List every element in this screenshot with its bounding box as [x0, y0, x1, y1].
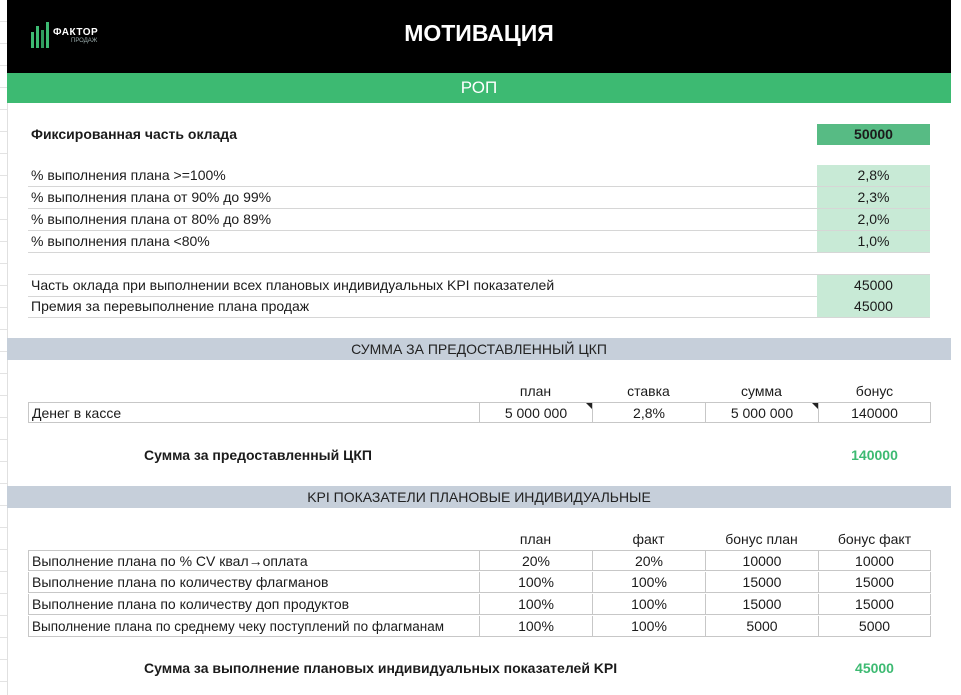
fixed-salary-value[interactable]: 50000 [817, 124, 930, 145]
fixed-salary-row [28, 124, 930, 145]
extra-value[interactable]: 45000 [817, 296, 930, 317]
kpi-total-value: 45000 [855, 660, 894, 676]
rate-row [28, 231, 930, 253]
page-title: МОТИВАЦИЯ [404, 20, 554, 46]
logo-text: ФАКТОР [53, 27, 99, 38]
ckp-cell-bonus[interactable]: 140000 [819, 402, 931, 423]
kpi-col-bonus-fact: бонус факт [837, 531, 912, 547]
rate-row [28, 187, 930, 209]
kpi-cell-bonus-fact[interactable]: 10000 [819, 550, 931, 571]
extra-row [28, 296, 930, 318]
rate-label: % выполнения плана <80% [31, 233, 210, 249]
rate-value[interactable]: 2,0% [817, 209, 930, 230]
kpi-row-label: Выполнение плана по % CV квал→оплата [29, 550, 480, 571]
kpi-row [28, 550, 931, 571]
rate-label: % выполнения плана от 90% до 99% [31, 189, 272, 205]
kpi-cell-fact[interactable]: 100% [593, 616, 706, 637]
kpi-cell-bonus-fact[interactable]: 15000 [819, 572, 931, 593]
rate-row [28, 165, 930, 187]
kpi-col-plan: план [519, 531, 552, 547]
rate-value[interactable]: 2,8% [817, 165, 930, 186]
kpi-cell-fact[interactable]: 100% [593, 594, 706, 615]
kpi-col-fact: факт [632, 531, 665, 547]
extra-label: Премия за перевыполнение плана продаж [31, 298, 310, 314]
ckp-cell-sum[interactable]: 5 000 000 [706, 402, 819, 423]
kpi-section-header: KPI ПОКАЗАТЕЛИ ПЛАНОВЫЕ ИНДИВИДУАЛЬНЫЕ [7, 486, 951, 508]
kpi-cell-bonus-plan[interactable]: 15000 [706, 594, 819, 615]
kpi-cell-plan[interactable]: 100% [480, 616, 593, 637]
kpi-cell-bonus-fact[interactable]: 15000 [819, 594, 931, 615]
role-banner: РОП [7, 73, 951, 103]
ckp-section-header: СУММА ЗА ПРЕДОСТАВЛЕННЫЙ ЦКП [7, 338, 951, 360]
kpi-col-bonus-plan: бонус план [725, 531, 798, 547]
ckp-col-rate: ставка [627, 383, 670, 399]
kpi-row [28, 572, 931, 593]
ckp-total-label: Сумма за предоставленный ЦКП [144, 447, 372, 463]
ckp-cell-plan[interactable]: 5 000 000 [480, 402, 593, 423]
kpi-cell-bonus-plan[interactable]: 5000 [706, 616, 819, 637]
kpi-cell-bonus-fact[interactable]: 5000 [819, 616, 931, 637]
kpi-cell-fact[interactable]: 20% [593, 550, 706, 571]
kpi-cell-plan[interactable]: 20% [480, 550, 593, 571]
extra-value[interactable]: 45000 [817, 275, 930, 296]
extra-label: Часть оклада при выполнении всех плановых индивидуальных KPI показателей [31, 277, 555, 293]
ckp-col-bonus: бонус [855, 383, 894, 399]
kpi-cell-bonus-plan[interactable]: 10000 [706, 550, 819, 571]
ckp-row-label: Денег в кассе [29, 402, 480, 423]
fixed-salary-label: Фиксированная часть оклада [31, 126, 237, 142]
kpi-cell-plan[interactable]: 100% [480, 572, 593, 593]
kpi-cell-plan[interactable]: 100% [480, 594, 593, 615]
rate-value[interactable]: 1,0% [817, 231, 930, 252]
ckp-total-value: 140000 [851, 447, 898, 463]
ckp-row-cash [28, 402, 931, 423]
logo-subtext: ПРОДАЖ [71, 38, 98, 44]
kpi-row-label: Выполнение плана по количеству доп продуктов [29, 594, 480, 615]
ckp-cell-rate[interactable]: 2,8% [593, 402, 706, 423]
kpi-row-label: Выполнение плана по среднему чеку поступлений по флагманам [29, 616, 480, 637]
kpi-cell-fact[interactable]: 100% [593, 572, 706, 593]
kpi-row [28, 616, 931, 637]
rate-value[interactable]: 2,3% [817, 187, 930, 208]
rate-row [28, 209, 930, 231]
kpi-row [28, 594, 931, 615]
rate-label: % выполнения плана >=100% [31, 167, 226, 183]
header-banner [7, 0, 951, 73]
kpi-total-label: Сумма за выполнение плановых индивидуальных показателей KPI [144, 660, 618, 676]
kpi-cell-bonus-plan[interactable]: 15000 [706, 572, 819, 593]
kpi-row-label: Выполнение плана по количеству флагманов [29, 572, 480, 593]
extra-row [28, 274, 930, 297]
rate-label: % выполнения плана от 80% до 89% [31, 211, 272, 227]
ckp-col-plan: план [519, 383, 552, 399]
ckp-col-sum: сумма [741, 383, 782, 399]
